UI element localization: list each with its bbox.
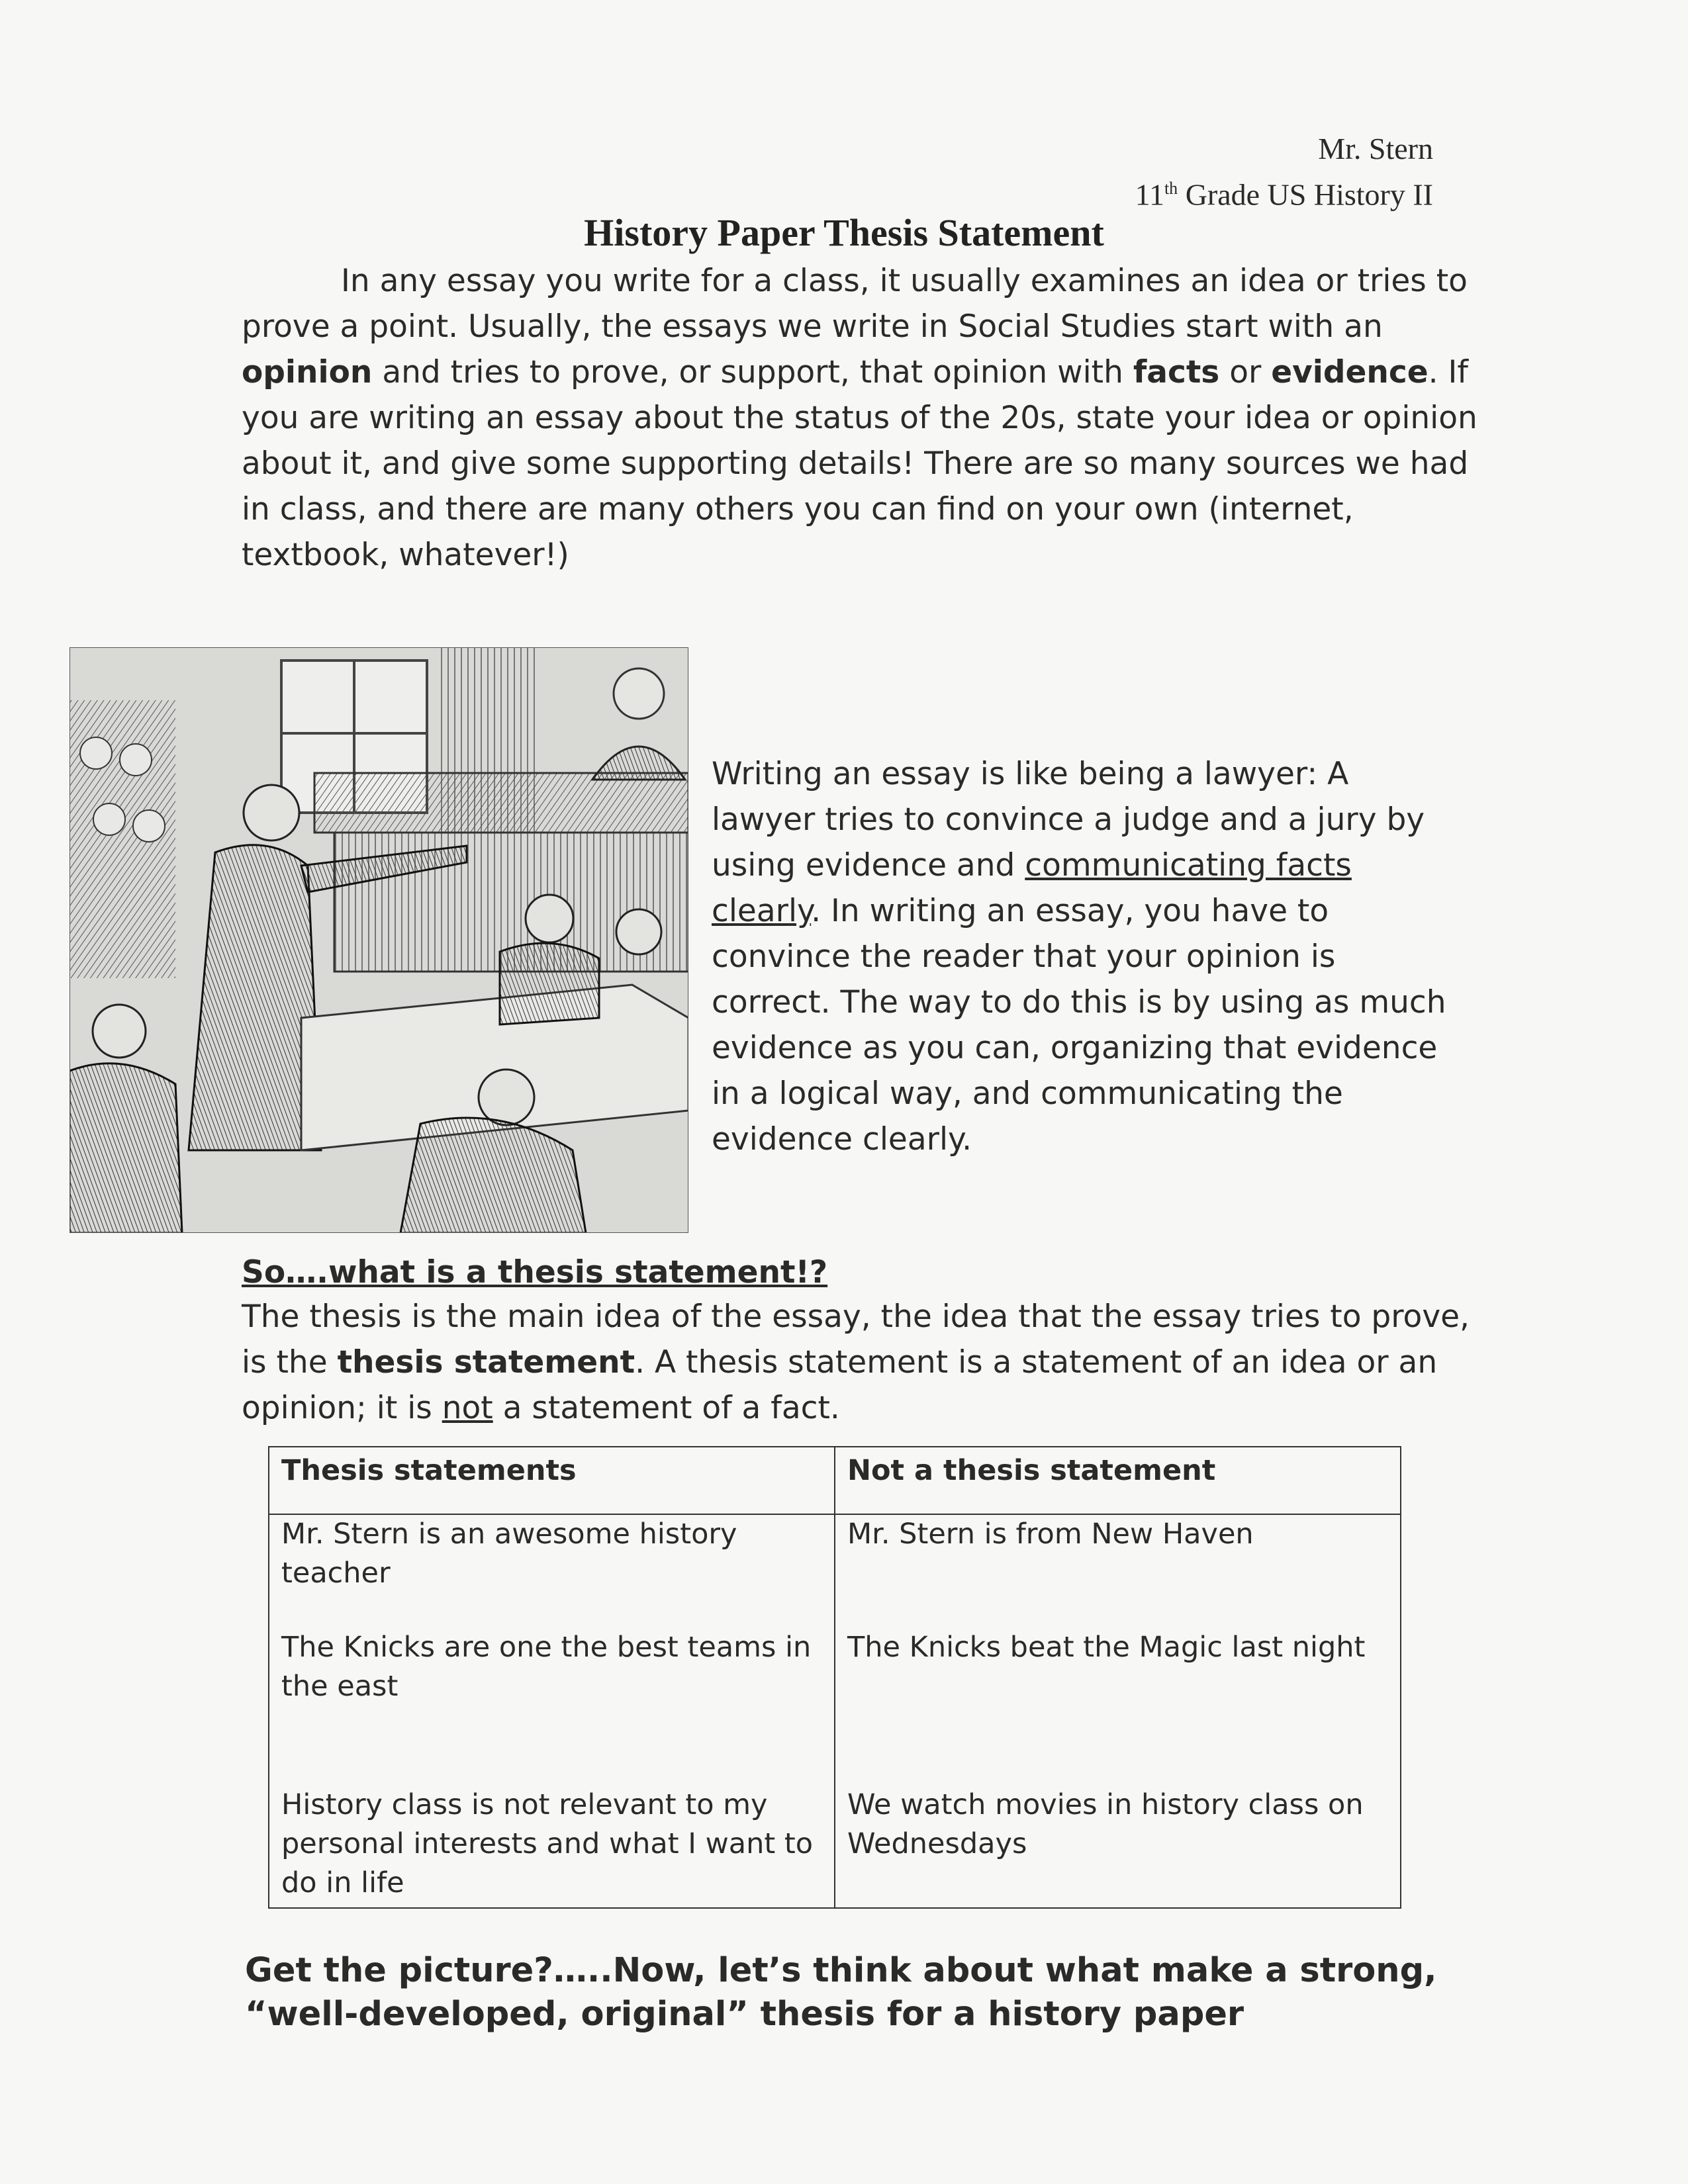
fact-example: We watch movies in history class on Wednesdays <box>847 1788 1364 1860</box>
thesis-text-1: The thesis is the main idea of the essay, the idea that the essay tries to prove, is the <box>242 1298 1470 1381</box>
teacher-name: Mr. Stern <box>1318 132 1433 165</box>
header-block <box>1135 129 1433 214</box>
thesis-text-2: . A thesis statement is a statement of an idea or an opinion; it is <box>242 1344 1438 1426</box>
section-heading: So….what is a thesis statement!? <box>242 1254 828 1291</box>
fact-example: Mr. Stern is from New Haven <box>847 1518 1254 1551</box>
lawyer-text-2: . In writing an essay, you have to convince the reader that your opinion is correct. The way to do this is by using as much evidence as you can, organizing that evidence in a logical way, and communicating the evidence clearly. <box>712 893 1446 1158</box>
courtroom-illustration <box>70 647 688 1233</box>
intro-text-1: In any essay you write for a class, it usually examines an idea or tries to prove a point. Usually, the essays we write in Social Studies start with an <box>242 263 1468 345</box>
lawyer-underlined: communicating facts clearly <box>712 847 1352 929</box>
fact-example: The Knicks beat the Magic last night <box>847 1631 1366 1664</box>
intro-bold-opinion: opinion <box>242 354 373 390</box>
thesis-text-3: a statement of a fact. <box>492 1390 840 1426</box>
thesis-definition <box>242 1294 1479 1431</box>
thesis-cell <box>269 1786 835 1908</box>
grade-suffix: th <box>1164 179 1178 198</box>
table-header-row <box>269 1447 1401 1514</box>
thesis-cell <box>269 1628 835 1786</box>
table-row <box>269 1514 1401 1628</box>
intro-text-4: . If you are writing an essay about the status of the 20s, state your idea or opinion about it, and give some supporting details! There are so many sources we had in class, and there are many others you can find on your own (internet, textbook, whatever!) <box>242 354 1477 573</box>
course-line <box>1135 169 1433 214</box>
thesis-example: Mr. Stern is an awesome history teacher <box>281 1518 737 1590</box>
lawyer-text-1: Writing an essay is like being a lawyer: A lawyer tries to convince a judge and a jury by using evidence and <box>712 756 1425 884</box>
column-header-thesis: Thesis statements <box>269 1447 835 1514</box>
page-title: History Paper Thesis Statement <box>584 211 1104 254</box>
course-name: Grade US History II <box>1178 177 1433 212</box>
intro-paragraph <box>242 258 1479 578</box>
lawyer-analogy-paragraph <box>712 751 1453 1162</box>
intro-bold-facts: facts <box>1133 354 1220 390</box>
fact-cell <box>835 1514 1401 1628</box>
fact-cell <box>835 1628 1401 1786</box>
thesis-cell <box>269 1514 835 1628</box>
intro-text-3: or <box>1219 354 1272 390</box>
table-row <box>269 1786 1401 1908</box>
fact-cell <box>835 1786 1401 1908</box>
column-header-not-thesis: Not a thesis statement <box>835 1447 1401 1514</box>
examples-table <box>268 1446 1401 1909</box>
thesis-bold: thesis statement <box>337 1344 635 1381</box>
thesis-example: History class is not relevant to my personal interests and what I want to do in life <box>281 1788 814 1899</box>
thesis-underlined: not <box>442 1390 493 1426</box>
intro-text-2: and tries to prove, or support, that opinion with <box>372 354 1133 390</box>
grade-number: 11 <box>1135 177 1164 212</box>
intro-bold-evidence: evidence <box>1271 354 1429 390</box>
table-row <box>269 1628 1401 1786</box>
closing-statement: Get the picture?…..Now, let’s think about what make a strong, “well-developed, original” thesis for a history paper <box>245 1951 1437 2034</box>
thesis-example: The Knicks are one the best teams in the east <box>281 1631 812 1703</box>
